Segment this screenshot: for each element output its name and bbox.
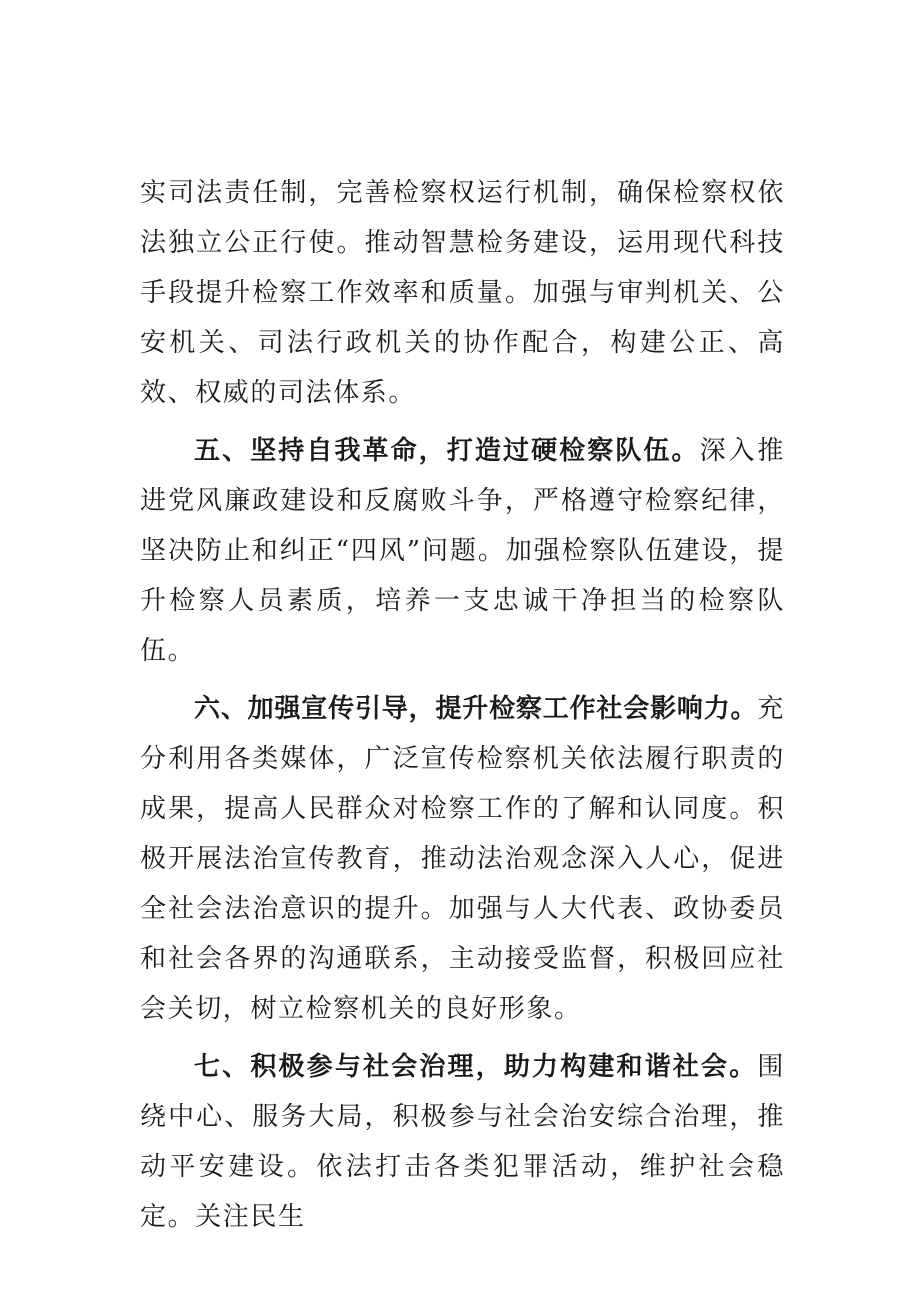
paragraph-text: 深入推进党风廉政建设和反腐败斗争，严格遵守检察纪律，坚决防止和纠正“四风”问题。加强检察队伍建设，提升检察人员素质，培养一支忠诚干净担当的检察队伍。 [140, 436, 785, 666]
paragraph-section-5 [140, 426, 785, 676]
paragraph-section-6 [140, 684, 785, 1034]
paragraph-text: 围绕中心、服务大局，积极参与社会治安综合治理，推动平安建设。依法打击各类犯罪活动，维护社会稳定。关注民生 [140, 1052, 785, 1232]
section-heading: 六、加强宣传引导，提升检察工作社会影响力。 [194, 694, 758, 724]
paragraph-text: 实司法责任制，完善检察权运行机制，确保检察权依法独立公正行使。推动智慧检务建设，运用现代科技手段提升检察工作效率和质量。加强与审判机关、公安机关、司法行政机关的协作配合，构建公正、高效、权威的司法体系。 [140, 178, 785, 408]
paragraph-section-7 [140, 1042, 785, 1242]
paragraph-continued [140, 168, 785, 418]
section-heading: 七、积极参与社会治理，助力构建和谐社会。 [194, 1052, 758, 1082]
paragraph-text: 充分利用各类媒体，广泛宣传检察机关依法履行职责的成果，提高人民群众对检察工作的了解和认同度。积极开展法治宣传教育，推动法治观念深入人心，促进全社会法治意识的提升。加强与人大代表、政协委员和社会各界的沟通联系，主动接受监督，积极回应社会关切，树立检察机关的良好形象。 [140, 694, 785, 1024]
document-body [140, 168, 785, 1250]
section-heading: 五、坚持自我革命，打造过硬检察队伍。 [194, 436, 700, 466]
